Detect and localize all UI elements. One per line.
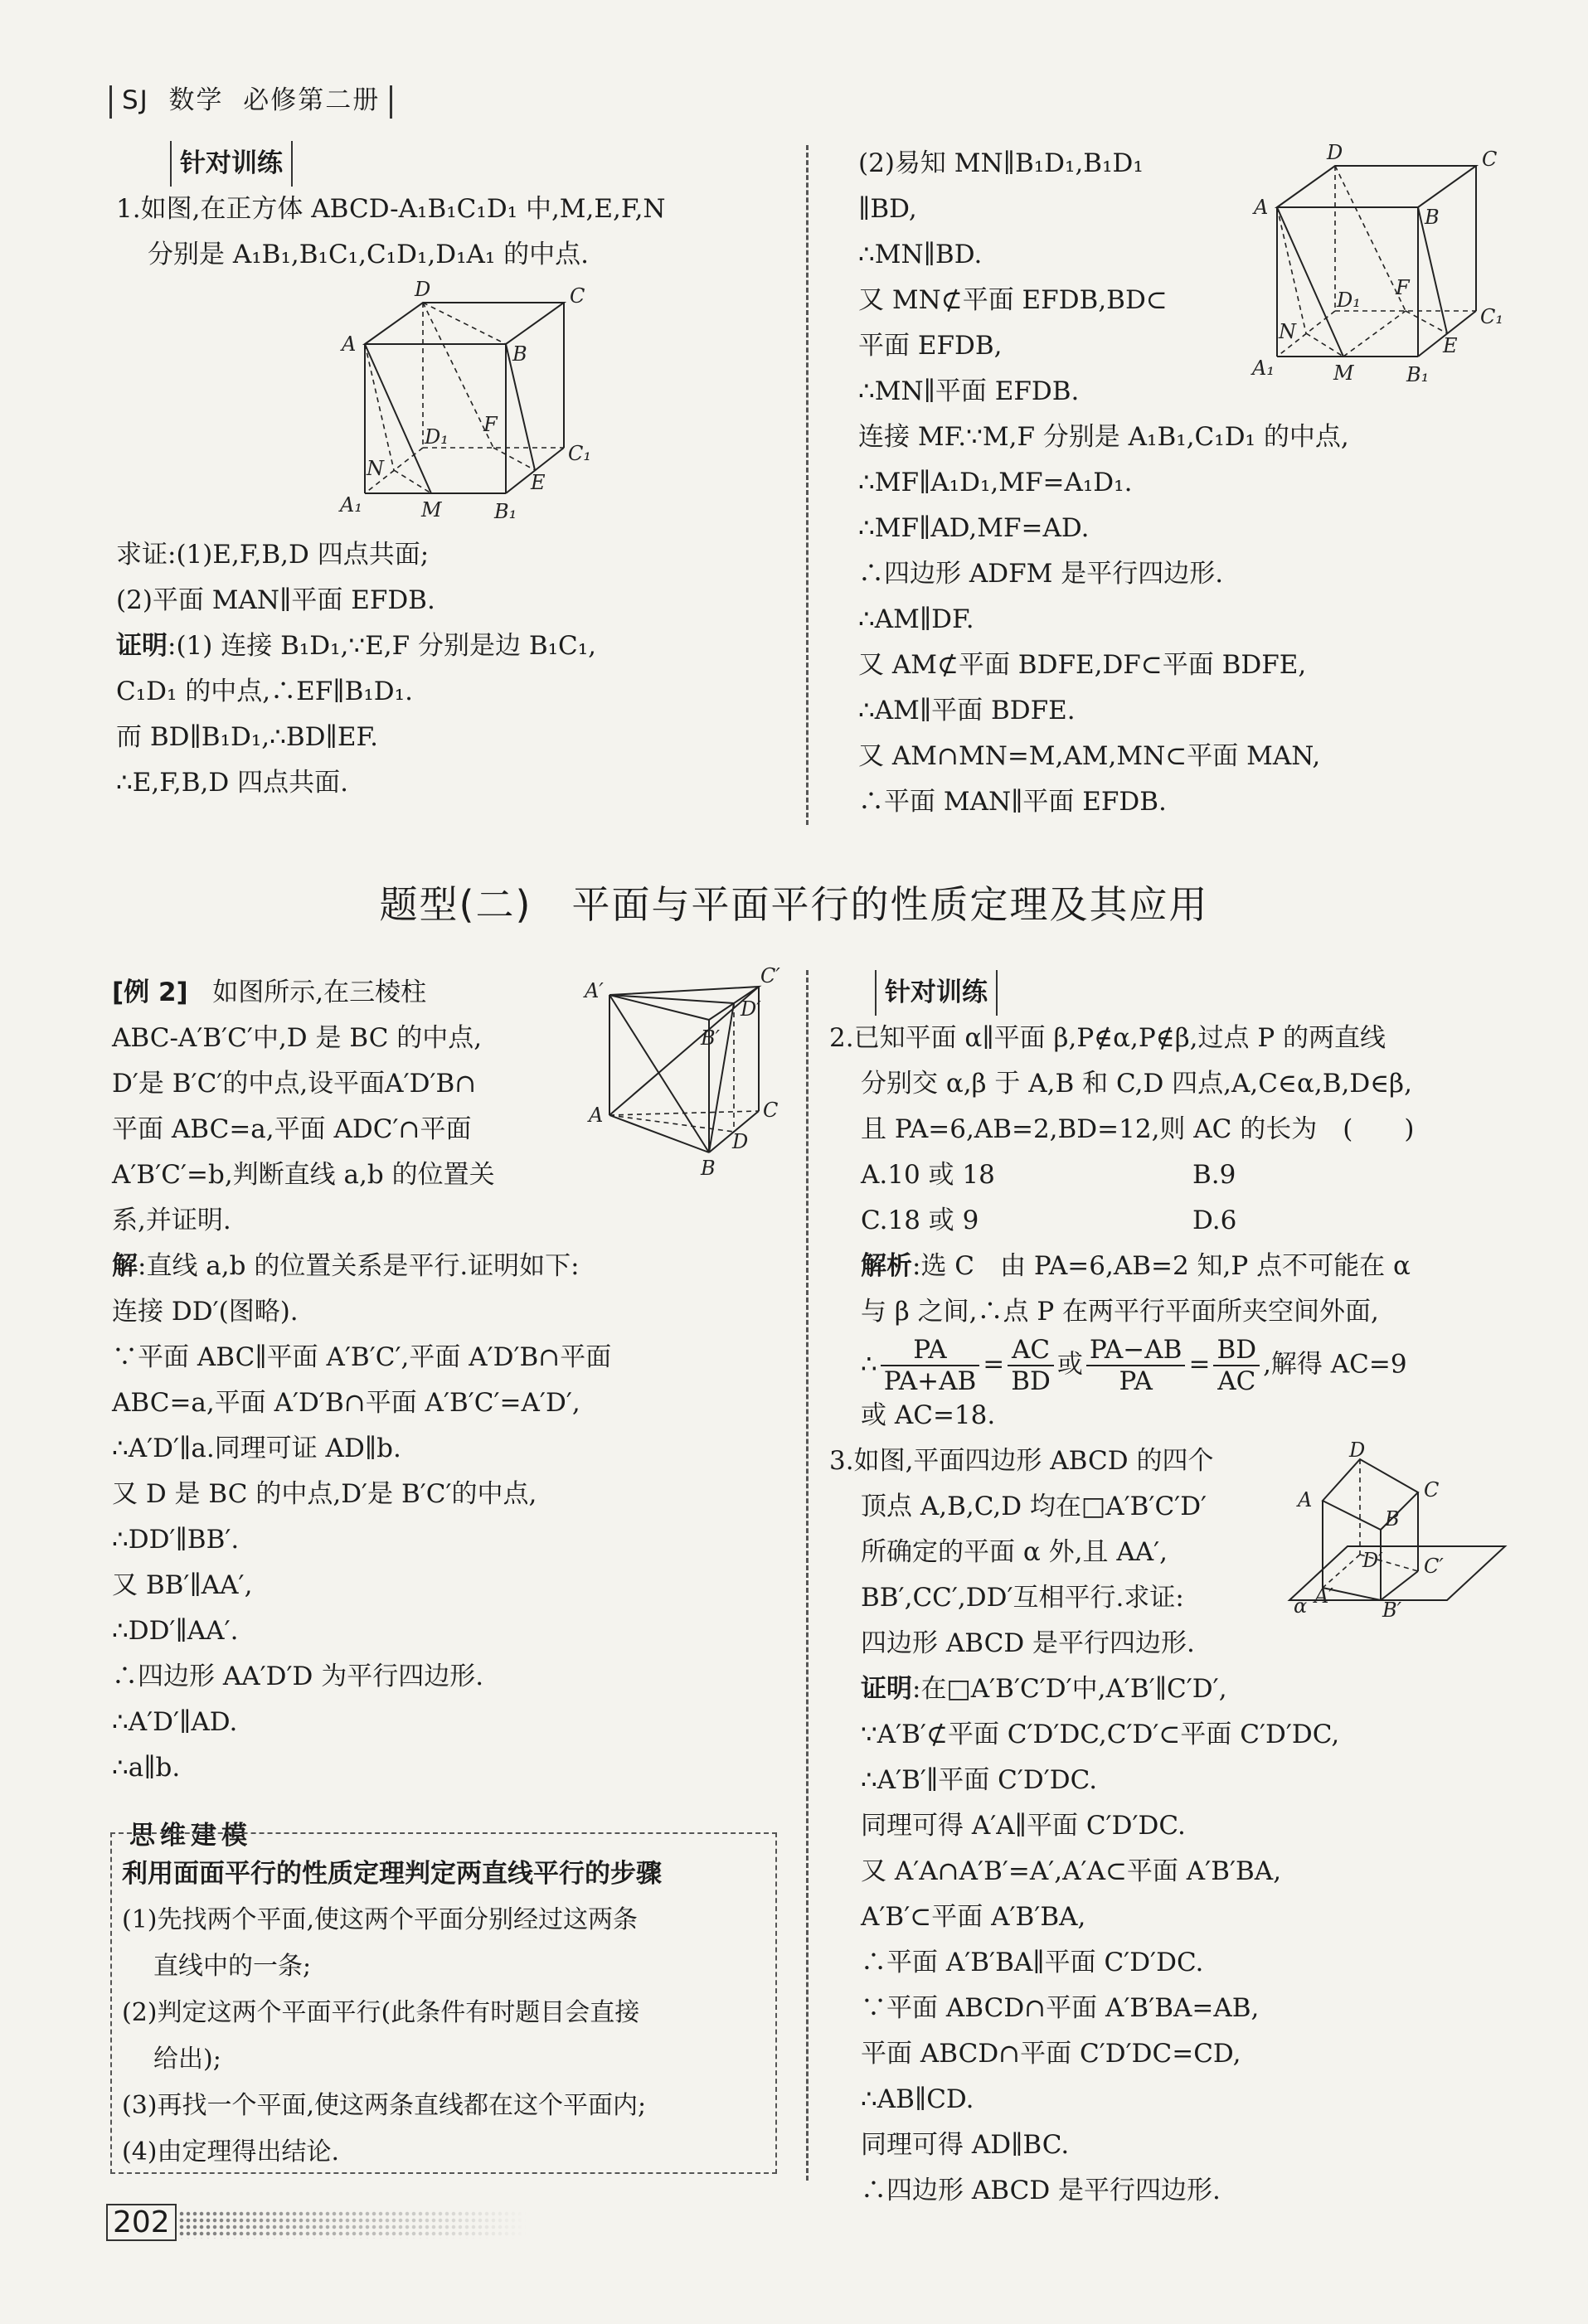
proof-line: ∴A′B′∥平面 C′D′DC. (861, 1765, 1098, 1795)
option-b[interactable]: B.9 (1192, 1160, 1236, 1190)
solution-line: ∴A′D′∥AD. (112, 1707, 238, 1737)
proof-label: 证明 (116, 631, 168, 661)
question-line: 且 PA=6,AB=2,BD=12,则 AC 的长为 ( ) (861, 1114, 1415, 1144)
solution-label: 解 (112, 1251, 138, 1281)
think-step: (3)再找一个平面,使这两条直线都在这个平面内; (122, 2091, 647, 2120)
header-bar (109, 85, 112, 119)
section-title: 题型(二) 平面与平面平行的性质定理及其应用 (379, 882, 1209, 927)
option-c[interactable]: C.18 或 9 (861, 1206, 979, 1235)
prism-label: D (732, 1130, 749, 1153)
cube-label: D (415, 278, 431, 301)
frac-num: AC (1008, 1335, 1054, 1366)
quad-label: A′ (1314, 1584, 1333, 1608)
cube-label: C₁ (1480, 305, 1503, 328)
proof-line: ∥BD, (858, 194, 917, 224)
cube-label: C (570, 284, 585, 308)
quad-label: C′ (1424, 1555, 1444, 1578)
think-title: 思维建模 (124, 1814, 257, 1851)
proof-line: ∴MN∥平面 EFDB. (858, 376, 1080, 406)
problem-line: 1.如图,在正方体 ABCD-A₁B₁C₁D₁ 中,M,E,F,N (116, 194, 666, 224)
fraction (881, 1335, 980, 1396)
cube-label: M (1333, 361, 1354, 385)
cube-label: E (1443, 334, 1458, 357)
running-header (100, 79, 402, 119)
prism-label: B (701, 1157, 716, 1180)
cube-label: N (367, 457, 384, 480)
proof-line: 平面 ABCD∩平面 C′D′DC=CD, (861, 2039, 1241, 2069)
proof-line: ∴E,F,B,D 四点共面. (116, 768, 348, 798)
prism-figure (585, 964, 792, 1181)
example-2 (112, 970, 611, 1791)
example-line: ABC-A′B′C′中,D 是 BC 的中点, (112, 1023, 483, 1053)
cube-label: A₁ (340, 493, 362, 517)
cube-label: A (1254, 196, 1269, 219)
think-step: (4)由定理得出结论. (122, 2137, 340, 2166)
question-line: 所确定的平面 α 外,且 AA′, (861, 1537, 1168, 1567)
solution-line: 又 BB′∥AA′, (112, 1570, 253, 1600)
question-line: 顶点 A,B,C,D 均在□A′B′C′D′ (861, 1492, 1207, 1521)
think-step: 直线中的一条; (153, 1952, 312, 1981)
quad-label: D (1349, 1439, 1366, 1462)
proof-line: A′B′⊂平面 A′B′BA, (861, 1902, 1086, 1932)
proof-line: ∴AB∥CD. (861, 2084, 974, 2114)
solution-line: 连接 DD′(图略). (112, 1297, 299, 1327)
cube-label: D₁ (425, 425, 449, 449)
question-line: 分别交 α,β 于 A,B 和 C,D 四点,A,C∈α,B,D∈β, (861, 1069, 1412, 1099)
question-line: 四边形 ABCD 是平行四边形. (861, 1628, 1195, 1658)
quad-label: B (1385, 1507, 1400, 1531)
header-series: SJ (122, 85, 149, 115)
proof-line: 又 AM∩MN=M,AM,MN⊂平面 MAN, (858, 741, 1321, 771)
cube-label: B (512, 342, 527, 366)
problem-line: 求证:(1)E,F,B,D 四点共面; (116, 540, 430, 570)
frac-text: ∴ (861, 1349, 877, 1380)
think-step: (2)判定这两个平面平行(此条件有时题目会直接 (122, 1998, 640, 2027)
solution-line: ∴a∥b. (112, 1753, 181, 1783)
solution-line: ∴A′D′∥a.同理可证 AD∥b. (112, 1434, 401, 1463)
solution-line: :直线 a,b 的位置关系是平行.证明如下: (138, 1251, 580, 1281)
quad-plane-figure (1281, 1439, 1513, 1622)
decorative-dots (178, 2210, 527, 2239)
cube-label: E (531, 471, 546, 494)
prism-label: A′ (585, 979, 604, 1002)
fraction (1008, 1335, 1054, 1396)
frac-text: = (983, 1349, 1005, 1380)
example-line: A′B′C′=b,判断直线 a,b 的位置关 (112, 1160, 495, 1190)
quad-label: A (1298, 1488, 1313, 1511)
cube-label: B₁ (494, 500, 517, 523)
cube-label: B₁ (1406, 363, 1430, 386)
cube-label: A (342, 332, 357, 356)
option-a[interactable]: A.10 或 18 (861, 1160, 995, 1190)
example-label: [例 2] (112, 978, 188, 1007)
question-line: 3.如图,平面四边形 ABCD 的四个 (829, 1446, 1214, 1476)
page-number: 202 (106, 2204, 177, 2241)
think-box (110, 1832, 777, 2174)
analysis-line: 或 AC=18. (861, 1400, 996, 1430)
fraction (1213, 1335, 1260, 1396)
proof-line: ∴四边形 ABCD 是平行四边形. (861, 2176, 1221, 2205)
proof-line: 同理可得 AD∥BC. (861, 2130, 1070, 2160)
proof-line: 连接 MF.∵M,F 分别是 A₁B₁,C₁D₁ 的中点, (858, 422, 1349, 452)
frac-num: BD (1213, 1335, 1260, 1366)
example-line: D′是 B′C′的中点,设平面A′D′B∩ (112, 1069, 477, 1099)
proof-line: ∴平面 A′B′BA∥平面 C′D′DC. (861, 1948, 1204, 1977)
prism-label: D′ (741, 997, 761, 1021)
training-tag: 针对训练 (170, 141, 293, 187)
problem-line: (2)平面 MAN∥平面 EFDB. (116, 585, 435, 615)
solution-line: ∴DD′∥BB′. (112, 1525, 240, 1555)
proof-line: ∴AM∥平面 BDFE. (858, 696, 1076, 725)
proof-line: ∵A′B′⊄平面 C′D′DC,C′D′⊂平面 C′D′DC, (861, 1720, 1340, 1749)
proof-line: (2)易知 MN∥B₁D₁,B₁D₁ (858, 148, 1144, 178)
proof-line: 又 A′A∩A′B′=A′,A′A⊂平面 A′B′BA, (861, 1856, 1282, 1886)
proof-line: ∴MN∥BD. (858, 240, 983, 269)
solution-line: ABC=a,平面 A′D′B∩平面 A′B′C′=A′D′, (112, 1388, 580, 1418)
header-book: 必修第二册 (243, 85, 381, 115)
prism-label: A (589, 1104, 604, 1127)
proof-line: ∵平面 ABCD∩平面 A′B′BA=AB, (861, 1993, 1260, 2023)
problem-line: 分别是 A₁B₁,B₁C₁,C₁D₁,D₁A₁ 的中点. (148, 240, 590, 269)
prism-label: C (763, 1099, 779, 1122)
quad-label: α (1294, 1594, 1308, 1618)
cube-figure (332, 278, 605, 526)
cube-label: M (421, 498, 442, 522)
proof-line: :在□A′B′C′D′中,A′B′∥C′D′, (912, 1674, 1227, 1704)
cube-label: F (1396, 276, 1410, 299)
cube-label: D₁ (1337, 289, 1361, 312)
frac-num: PA (881, 1335, 980, 1366)
proof-line: 又 AM⊄平面 BDFE,DF⊂平面 BDFE, (858, 650, 1307, 680)
solution-line: ∴四边形 AA′D′D 为平行四边形. (112, 1662, 484, 1691)
cube-figure-right (1244, 141, 1518, 390)
prism-label: C′ (760, 964, 780, 987)
frac-text: 或 (1056, 1349, 1083, 1380)
proof-line: 而 BD∥B₁D₁,∴BD∥EF. (116, 722, 378, 752)
proof-line: ∴MF∥AD,MF=AD. (858, 513, 1090, 543)
cube-label: C (1482, 148, 1498, 171)
think-step: 给出); (153, 2045, 221, 2074)
analysis-line: 与 β 之间,∴点 P 在两平行平面所夹空间外面, (861, 1297, 1379, 1327)
proof-line: ∴四边形 ADFM 是平行四边形. (858, 559, 1224, 589)
analysis-label: 解析 (861, 1251, 912, 1281)
column-divider (806, 970, 809, 2181)
fraction-line (829, 1335, 1414, 1396)
frac-text: = (1188, 1349, 1211, 1380)
solution-line: 又 D 是 BC 的中点,D′是 B′C′的中点, (112, 1479, 537, 1509)
left-top-proof (116, 532, 596, 806)
cube-label: D (1327, 141, 1343, 164)
frac-text: ,解得 AC=9 (1263, 1349, 1407, 1380)
proof-line: 又 MN⊄平面 EFDB,BD⊂ (858, 285, 1168, 315)
solution-line: ∵平面 ABC∥平面 A′B′C′,平面 A′D′B∩平面 (112, 1342, 612, 1372)
example-line: 平面 ABC=a,平面 ADC′∩平面 (112, 1114, 472, 1144)
example-line: 如图所示,在三棱柱 (212, 978, 427, 1007)
quad-label: C (1424, 1478, 1440, 1502)
think-heading: 利用面面平行的性质定理判定两直线平行的步骤 (122, 1859, 662, 1889)
training-tag: 针对训练 (875, 970, 998, 1016)
question-line: 2.已知平面 α∥平面 β,P∉α,P∉β,过点 P 的两直线 (829, 1023, 1386, 1053)
frac-den: PA+AB (883, 1366, 977, 1396)
analysis-line: :选 C 由 PA=6,AB=2 知,P 点不可能在 α (912, 1251, 1411, 1281)
cube-label: B (1425, 206, 1440, 229)
quad-label: D′ (1362, 1549, 1383, 1572)
frac-den: BD (1011, 1366, 1051, 1396)
frac-den: PA (1119, 1366, 1153, 1396)
quad-label: B′ (1382, 1599, 1402, 1622)
proof-line: ∴平面 MAN∥平面 EFDB. (858, 787, 1167, 817)
option-d[interactable]: D.6 (1192, 1206, 1237, 1235)
proof-line: 同理可得 A′A∥平面 C′D′DC. (861, 1811, 1186, 1841)
frac-num: PA−AB (1086, 1335, 1186, 1366)
think-step: (1)先找两个平面,使这两个平面分别经过这两条 (122, 1905, 639, 1934)
cube-label: A₁ (1252, 357, 1275, 380)
cube-label: C₁ (568, 442, 591, 465)
cube-label: N (1279, 320, 1296, 343)
solution-line: ∴DD′∥AA′. (112, 1616, 239, 1646)
frac-den: AC (1217, 1366, 1256, 1396)
proof-line: :(1) 连接 B₁D₁,∵E,F 分别是边 B₁C₁, (168, 631, 597, 661)
question-line: BB′,CC′,DD′互相平行.求证: (861, 1583, 1184, 1613)
header-subject: 数学 (168, 85, 224, 115)
header-bar (390, 85, 392, 119)
column-divider (806, 145, 809, 825)
left-top-column (116, 141, 666, 278)
cube-label: F (483, 413, 498, 436)
proof-line: ∴MF∥A₁D₁,MF=A₁D₁. (858, 468, 1133, 497)
proof-label: 证明 (861, 1674, 912, 1704)
proof-line: ∴AM∥DF. (858, 604, 974, 634)
proof-line: C₁D₁ 的中点,∴EF∥B₁D₁. (116, 677, 413, 706)
example-line: 系,并证明. (112, 1206, 231, 1235)
prism-label: B′ (701, 1026, 721, 1050)
proof-line: 平面 EFDB, (858, 331, 1003, 361)
fraction (1086, 1335, 1186, 1396)
